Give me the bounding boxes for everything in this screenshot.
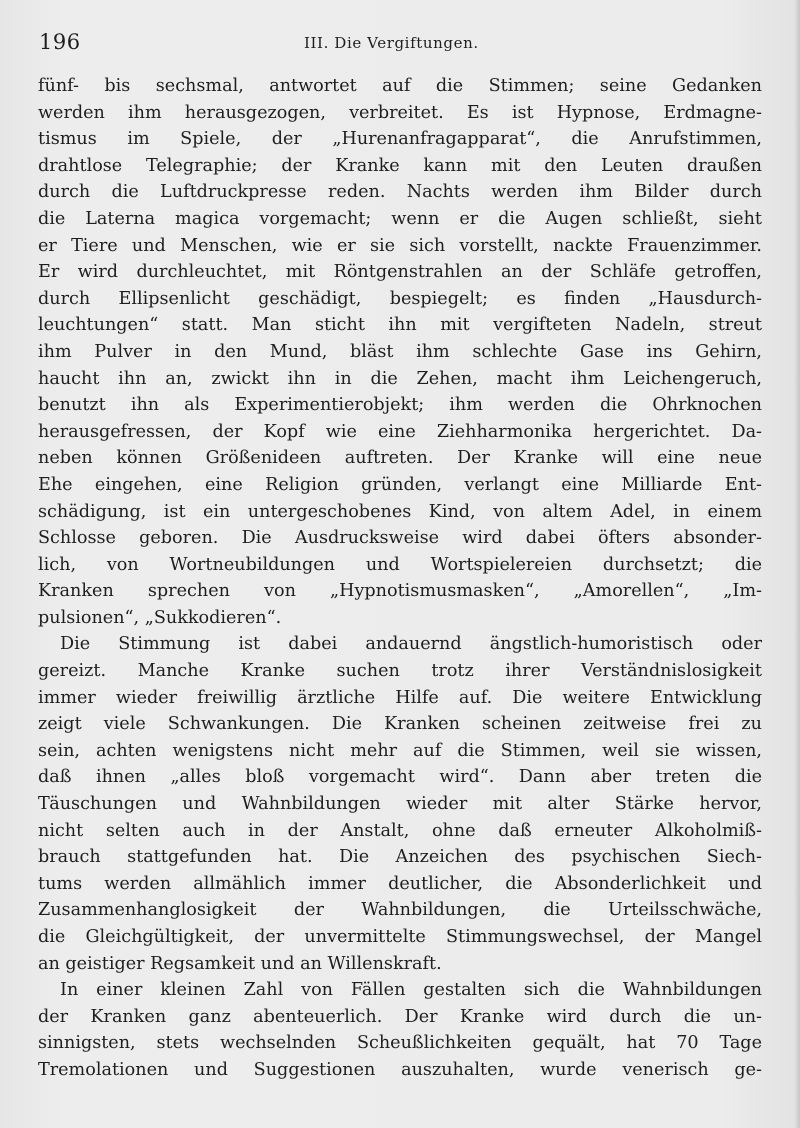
text-line: Kranken sprechen von „Hypnotismusmasken“, „Amorellen“, „Im-	[38, 581, 762, 602]
text-line: drahtlose Telegraphie; der Kranke kann mit den Leuten draußen	[38, 155, 762, 176]
text-line: er Tiere und Menschen, wie er sie sich vorstellt, nackte Frauenzimmer.	[38, 235, 762, 256]
text-line: Zusammenhanglosigkeit der Wahnbildungen, die Urteilsschwäche,	[38, 900, 762, 921]
text-line: ihm Pulver in den Mund, bläst ihm schlechte Gase ins Gehirn,	[38, 341, 762, 362]
paragraph-start-line: Die Stimmung ist dabei andauernd ängstlich-humoristisch oder	[60, 634, 762, 655]
paragraph-end-line: an geistiger Regsamkeit und an Willenskraft.	[38, 953, 442, 974]
text-line: Täuschungen und Wahnbildungen wieder mit alter Stärke hervor,	[38, 794, 762, 815]
text-line: die Gleichgültigkeit, der unvermittelte Stimmungswechsel, der Mangel	[38, 927, 762, 947]
text-line: lich, von Wortneubildungen und Wortspielereien durchsetzt; die	[38, 554, 762, 575]
text-line: daß ihnen „alles bloß vorgemacht wird“. Dann aber treten die	[38, 767, 762, 788]
text-line: Tremolationen und Suggestionen auszuhalten, wurde venerisch ge-	[38, 1059, 762, 1080]
text-line: nicht selten auch in der Anstalt, ohne daß erneuter Alkoholmiß-	[38, 820, 762, 841]
text-line: fünf- bis sechsmal, antwortet auf die Stimmen; seine Gedanken	[38, 76, 762, 96]
text-line: benutzt ihn als Experimentierobjekt; ihm werden die Ohrknochen	[38, 395, 762, 416]
page-edge-shadow	[794, 0, 800, 1128]
text-line: Er wird durchleuchtet, mit Röntgenstrahlen an der Schläfe getroffen,	[38, 262, 762, 283]
text-line: tismus im Spiele, der „Hurenanfragapparat“, die Anrufstimmen,	[38, 129, 762, 150]
text-line: durch Ellipsenlicht geschädigt, bespiegelt; es finden „Hausdurch-	[38, 288, 762, 309]
text-line: durch die Luftdruckpresse reden. Nachts werden ihm Bilder durch	[38, 182, 762, 203]
text-line: sein, achten wenigstens nicht mehr auf die Stimmen, weil sie wissen,	[38, 740, 762, 761]
text-line: brauch stattgefunden hat. Die Anzeichen des psychischen Siech-	[38, 847, 762, 868]
text-line: gereizt. Manche Kranke suchen trotz ihrer Verständnislosigkeit	[38, 661, 762, 682]
text-line: Schlosse geboren. Die Ausdrucksweise wird dabei öfters absonder-	[38, 528, 762, 549]
text-line: tums werden allmählich immer deutlicher, die Absonderlichkeit und	[38, 873, 762, 894]
text-line: leuchtungen“ statt. Man sticht ihn mit vergifteten Nadeln, streut	[38, 315, 762, 336]
page-number: 196	[39, 30, 81, 54]
text-line: werden ihm herausgezogen, verbreitet. Es ist Hypnose, Erdmagne-	[38, 102, 762, 123]
text-line: der Kranken ganz abenteuerlich. Der Kranke wird durch die un-	[38, 1006, 762, 1027]
text-line: schädigung, ist ein untergeschobenes Kind, von altem Adel, in einem	[38, 501, 762, 522]
text-line: immer wieder freiwillig ärztliche Hilfe auf. Die weitere Entwicklung	[38, 687, 762, 708]
text-line: zeigt viele Schwankungen. Die Kranken scheinen zeitweise frei zu	[38, 714, 762, 735]
text-line: die Laterna magica vorgemacht; wenn er die Augen schließt, sieht	[38, 208, 762, 229]
paragraph-start-line: In einer kleinen Zahl von Fällen gestalten sich die Wahnbildungen	[60, 980, 762, 1001]
text-line: neben können Größenideen auftreten. Der Kranke will eine neue	[38, 448, 762, 469]
chapter-title: III. Die Vergiftungen.	[304, 34, 479, 52]
body-text	[38, 73, 762, 1084]
text-line: sinnigsten, stets wechselnden Scheußlichkeiten gequält, hat 70 Tage	[38, 1033, 762, 1054]
paragraph-end-line: pulsionen“, „Sukkodieren“.	[38, 607, 282, 628]
text-line: herausgefressen, der Kopf wie eine Ziehharmonika hergerichtet. Da-	[38, 421, 762, 442]
text-line: haucht ihn an, zwickt ihn in die Zehen, macht ihm Leichengeruch,	[38, 368, 762, 389]
text-line: Ehe eingehen, eine Religion gründen, verlangt eine Milliarde Ent-	[38, 474, 762, 495]
running-head	[39, 30, 761, 58]
